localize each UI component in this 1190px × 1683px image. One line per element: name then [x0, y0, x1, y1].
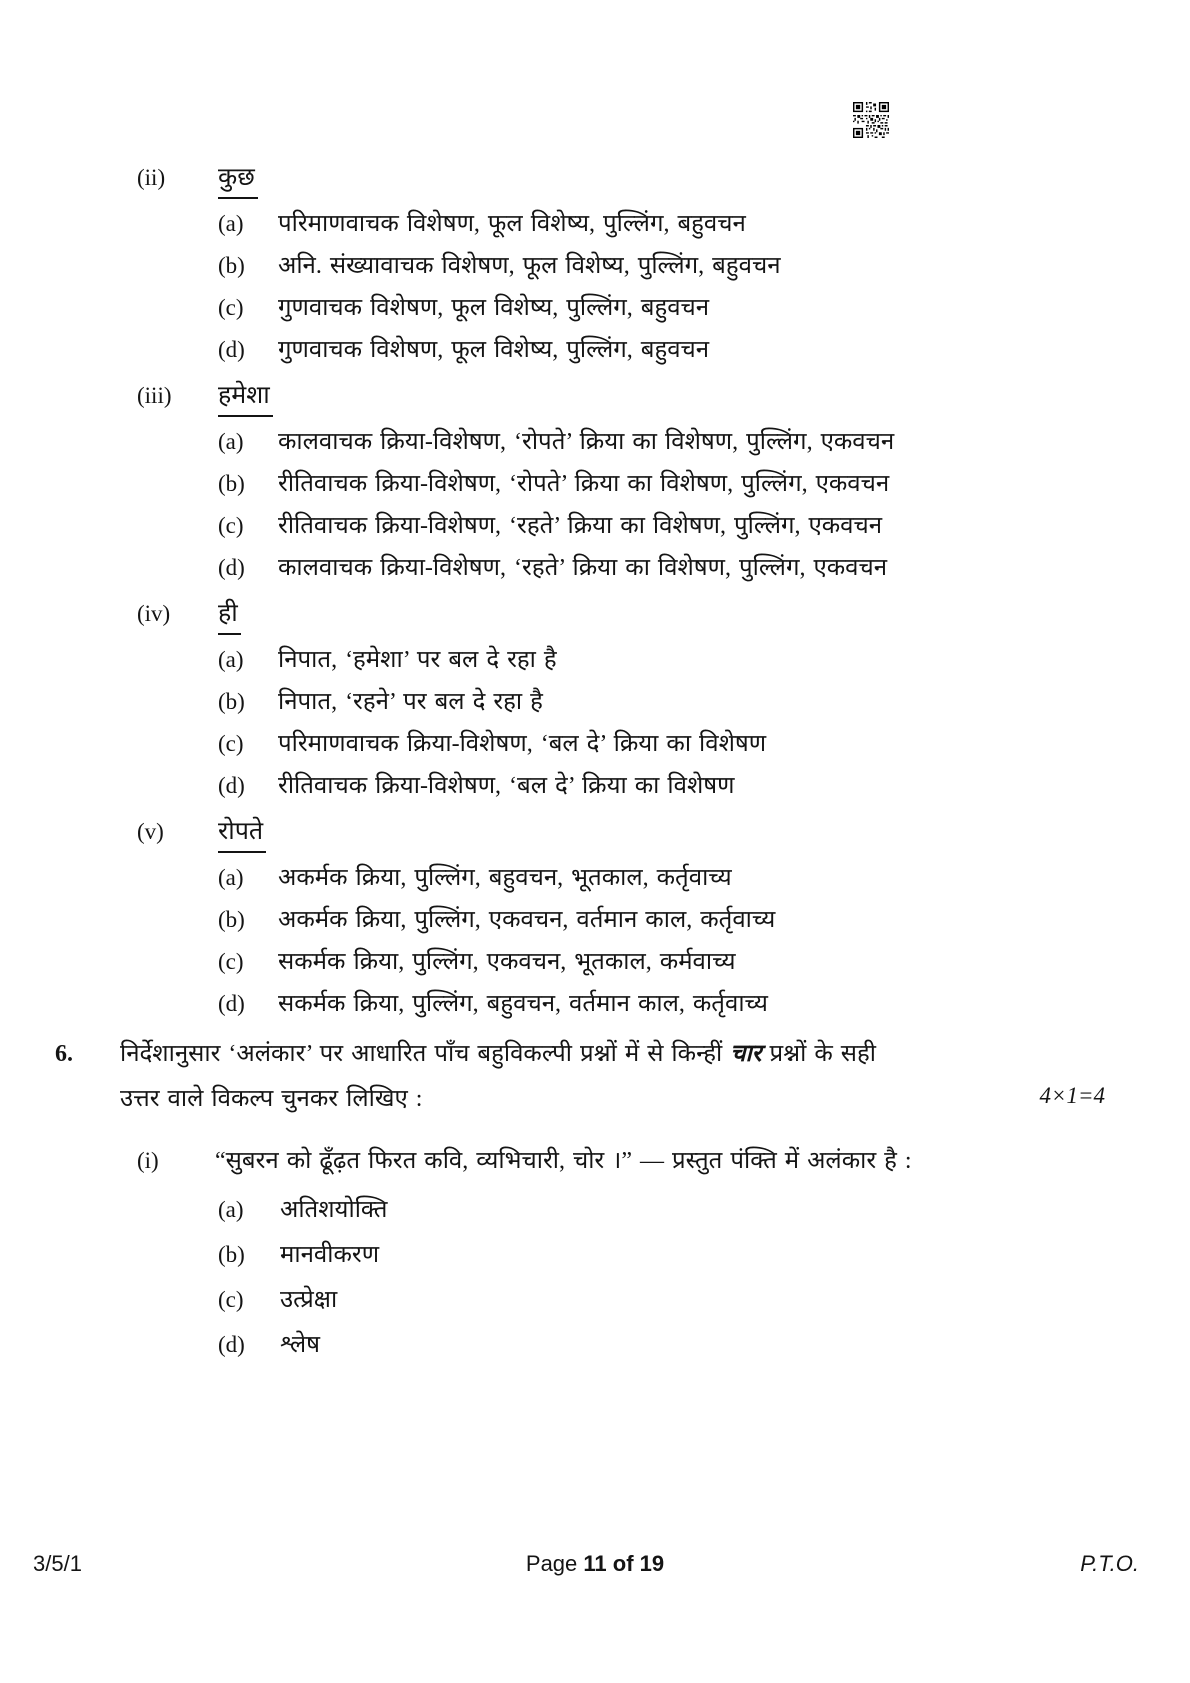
- option-letter: (a): [218, 211, 244, 236]
- option-letter: (c): [218, 513, 244, 538]
- option-letter: (d): [218, 773, 245, 798]
- option-text: अकर्मक क्रिया, पुल्लिंग, बहुवचन, भूतकाल, कर्तृवाच्य: [278, 865, 732, 891]
- option-row: [218, 687, 1190, 717]
- option-text: कालवाचक क्रिया-विशेषण, ‘रोपते’ क्रिया का विशेषण, पुल्लिंग, एकवचन: [278, 429, 895, 455]
- option-letter: (c): [218, 295, 244, 320]
- option-text: उत्प्रेक्षा: [280, 1287, 338, 1313]
- sub-question-heading: [0, 381, 1190, 417]
- sub-question-ii: [0, 163, 1190, 365]
- option-row: [218, 469, 1190, 499]
- option-row: [218, 771, 1190, 801]
- question-6: [0, 1037, 1190, 1361]
- option-row: [218, 293, 1190, 323]
- question-text-part2: प्रश्नों के सही: [769, 1041, 876, 1067]
- marks-scheme: 4×1=4: [1039, 1083, 1105, 1108]
- sub-question-word: कुछ: [218, 163, 258, 199]
- option-row: [218, 553, 1190, 583]
- question-text-line1: [120, 1037, 980, 1071]
- sub-question-word: हमेशा: [218, 381, 273, 417]
- option-text: रीतिवाचक क्रिया-विशेषण, ‘रहते’ क्रिया का विशेषण, पुल्लिंग, एकवचन: [278, 513, 883, 539]
- option-text: रीतिवाचक क्रिया-विशेषण, ‘रोपते’ क्रिया का विशेषण, पुल्लिंग, एकवचन: [278, 471, 890, 497]
- sub-question-number: (iii): [137, 383, 172, 408]
- option-letter: (b): [218, 689, 245, 714]
- option-text: गुणवाचक विशेषण, फूल विशेष्य, पुल्लिंग, बहुवचन: [278, 295, 710, 321]
- question-text-part1: निर्देशानुसार ‘अलंकार’ पर आधारित पाँच बहुविकल्पी प्रश्नों में से किन्हीं: [120, 1041, 723, 1067]
- option-letter: (b): [218, 1242, 245, 1267]
- option-row: [218, 729, 1190, 759]
- option-letter: (b): [218, 907, 245, 932]
- option-letter: (c): [218, 1287, 244, 1312]
- option-letter: (b): [218, 471, 245, 496]
- option-letter: (d): [218, 555, 245, 580]
- question-6-statement: [0, 1037, 1190, 1116]
- question-text-line2: उत्तर वाले विकल्प चुनकर लिखिए :: [120, 1086, 423, 1112]
- sub-question-heading: [0, 599, 1190, 635]
- option-row: [218, 1194, 1190, 1226]
- option-letter: (d): [218, 991, 245, 1016]
- option-letter: (b): [218, 253, 245, 278]
- option-row: [218, 905, 1190, 935]
- option-text: कालवाचक क्रिया-विशेषण, ‘रहते’ क्रिया का विशेषण, पुल्लिंग, एकवचन: [278, 555, 888, 581]
- sub-question-word: ही: [218, 599, 241, 635]
- question-text-emphasis: चार: [730, 1041, 762, 1067]
- sub-question-i: [0, 1144, 1190, 1178]
- sub-question-heading: [0, 163, 1190, 199]
- option-text: परिमाणवाचक विशेषण, फूल विशेष्य, पुल्लिंग, बहुवचन: [278, 211, 746, 237]
- sub-question-iv: [0, 599, 1190, 801]
- sub-question-word: रोपते: [218, 817, 266, 853]
- option-row: [218, 863, 1190, 893]
- option-text: सकर्मक क्रिया, पुल्लिंग, बहुवचन, वर्तमान काल, कर्तृवाच्य: [278, 991, 768, 1017]
- page-number: 11 of 19: [583, 1551, 665, 1576]
- question-number: 6.: [55, 1041, 73, 1067]
- sub-question-number: (v): [137, 819, 164, 844]
- option-row: [218, 335, 1190, 365]
- option-text: अकर्मक क्रिया, पुल्लिंग, एकवचन, वर्तमान काल, कर्तृवाच्य: [278, 907, 776, 933]
- option-text: निपात, ‘हमेशा’ पर बल दे रहा है: [278, 647, 557, 673]
- option-row: [218, 1329, 1190, 1361]
- option-row: [218, 251, 1190, 281]
- sub-question-text: “सुबरन को ढूँढ़त फिरत कवि, व्यभिचारी, चोर ।” — प्रस्तुत पंक्ति में अलंकार है :: [215, 1148, 912, 1174]
- sub-question-v: [0, 817, 1190, 1019]
- option-letter: (d): [218, 337, 245, 362]
- option-letter: (c): [218, 949, 244, 974]
- option-letter: (c): [218, 731, 244, 756]
- option-row: [218, 427, 1190, 457]
- sub-question-iii: [0, 381, 1190, 583]
- option-text: रीतिवाचक क्रिया-विशेषण, ‘बल दे’ क्रिया का विशेषण: [278, 773, 735, 799]
- option-row: [218, 511, 1190, 541]
- option-text: सकर्मक क्रिया, पुल्लिंग, एकवचन, भूतकाल, कर्मवाच्य: [278, 949, 736, 975]
- pto-label: P.T.O.: [1080, 1551, 1139, 1576]
- sub-question-number: (iv): [137, 601, 171, 626]
- option-row: [218, 645, 1190, 675]
- option-text: निपात, ‘रहने’ पर बल दे रहा है: [278, 689, 543, 715]
- paper-code: 3/5/1: [33, 1551, 82, 1576]
- option-text: परिमाणवाचक क्रिया-विशेषण, ‘बल दे’ क्रिया का विशेषण: [278, 731, 767, 757]
- option-row: [218, 1284, 1190, 1316]
- option-text: गुणवाचक विशेषण, फूल विशेष्य, पुल्लिंग, बहुवचन: [278, 337, 710, 363]
- page-indicator: [0, 1551, 1190, 1577]
- option-letter: (a): [218, 647, 244, 672]
- question-text: [120, 1037, 980, 1116]
- option-row: [218, 989, 1190, 1019]
- option-row: [218, 1239, 1190, 1271]
- sub-question-number: (i): [137, 1148, 159, 1173]
- option-text: अनि. संख्यावाचक विशेषण, फूल विशेष्य, पुल्लिंग, बहुवचन: [278, 253, 781, 279]
- option-text: अतिशयोक्ति: [280, 1197, 388, 1223]
- option-text: मानवीकरण: [280, 1242, 380, 1268]
- option-letter: (a): [218, 865, 244, 890]
- sub-question-number: (ii): [137, 165, 166, 190]
- option-letter: (d): [218, 1332, 245, 1357]
- qr-code-icon: [853, 102, 889, 138]
- option-letter: (a): [218, 1197, 244, 1222]
- option-text: श्लेष: [280, 1332, 321, 1358]
- page-label: Page: [525, 1551, 584, 1576]
- sub-question-heading: [0, 817, 1190, 853]
- option-row: [218, 209, 1190, 239]
- question-body: [0, 163, 1190, 1374]
- option-letter: (a): [218, 429, 244, 454]
- option-row: [218, 947, 1190, 977]
